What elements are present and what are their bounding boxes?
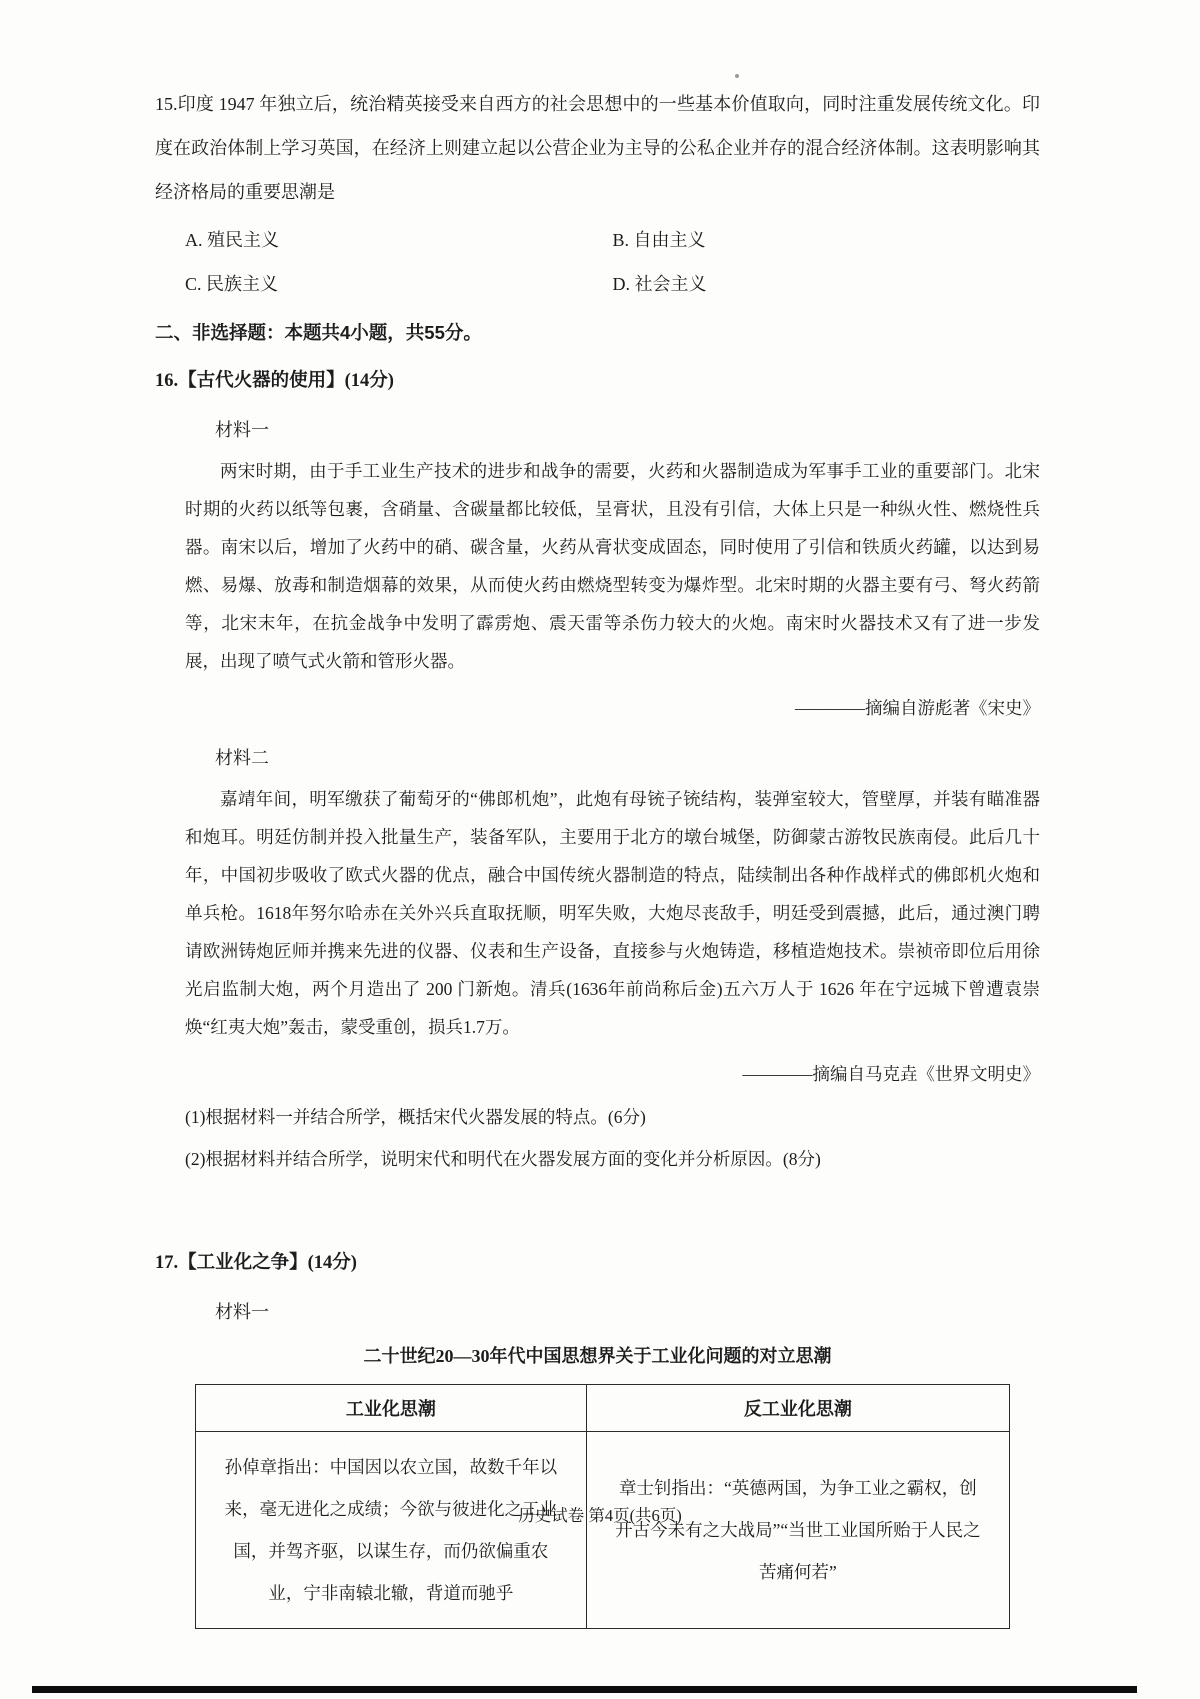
- q15-option-d: D. 社会主义: [612, 274, 707, 294]
- question-15: [155, 82, 1040, 306]
- page-footer: 历史试卷 第4页(共6页): [518, 1506, 682, 1525]
- question-16: [155, 362, 1040, 1178]
- q17-title: 17.【工业化之争】(14分): [155, 1253, 357, 1273]
- section-2-heading: 二、非选择题：本题共4小题，共55分。: [155, 322, 482, 343]
- q15-option-c: C. 民族主义: [185, 274, 279, 294]
- q15-option-a: A. 殖民主义: [185, 230, 279, 250]
- q16-material-1-text: 两宋时期，由于手工业生产技术的进步和战争的需要，火药和火器制造成为军事手工业的重要部门。北宋时期的火药以纸等包裹，含硝量、含碳量都比较低，呈膏状，且没有引信，大体上只是一种纵火性、燃烧性兵器。南宋以后，增加了火药中的硝、碳含量，火药从膏状变成固态，同时使用了引信和铁质火药罐，以达到易燃、易爆、放毒和制造烟幕的效果，从而使火药由燃烧型转变为爆炸型。北宋时期的火器主要有弓、弩火药箭等，北宋末年，在抗金战争中发明了霹雳炮、震天雷等杀伤力较大的火炮。南宋时火器技术又有了进一步发展，出现了喷气式火箭和管形火器。: [185, 461, 1040, 671]
- table-row: [196, 1432, 1010, 1629]
- q15-options: [185, 218, 1040, 306]
- table-cell-pro-view: 孙倬章指出：中国因以农立国，故数千年以来，毫无进化之成绩；今欲与彼进化之工业国，并驾齐驱，以谋生存，而仍欲偏重农业，宁非南辕北辙，背道而驰乎: [196, 1432, 587, 1629]
- q16-material-2-source: ————摘编自马克垚《世界文明史》: [742, 1064, 1040, 1084]
- q16-material-2-text: 嘉靖年间，明军缴获了葡萄牙的“佛郎机炮”，此炮有母铳子铳结构，装弹室较大，管壁厚，并装有瞄准器和炮耳。明廷仿制并投入批量生产，装备军队，主要用于北方的墩台城堡，防御蒙古游牧民族南侵。此后几十年，中国初步吸收了欧式火器的优点，融合中国传统火器制造的特点，陆续制出各种作战样式的佛郎机火炮和单兵枪。1618年努尔哈赤在关外兴兵直取抚顺，明军失败，大炮尽丧敌手，明廷受到震撼，此后，通过澳门聘请欧洲铸炮匠师并携来先进的仪器、仪表和生产设备，直接参与火炮铸造，移植造炮技术。崇祯帝即位后用徐光启监制大炮，两个月造出了 200 门新炮。清兵(1636年前尚称后金)五六万人于 1626 年在宁远城下曾遭袁崇焕“红夷大炮”轰击，蒙受重创，损兵1.7万。: [185, 789, 1040, 1037]
- question-17: [155, 1244, 1040, 1629]
- q16-title: 16.【古代火器的使用】(14分): [155, 371, 394, 391]
- scan-speck: [735, 74, 739, 78]
- q17-material-1-label: 材料一: [215, 1302, 269, 1322]
- q15-stem: 15.印度 1947 年独立后，统治精英接受来自西方的社会思想中的一些基本价值取向，同时注重发展传统文化。印度在政治体制上学习英国，在经济上则建立起以公营企业为主导的公私企业并存的混合经济体制。这表明影响其经济格局的重要思潮是: [155, 94, 1040, 202]
- table-header-row: [196, 1385, 1010, 1432]
- q16-material-1-label: 材料一: [215, 420, 269, 440]
- page-content: [155, 82, 1040, 1629]
- q16-subquestion-2: (2)根据材料并结合所学，说明宋代和明代在火器发展方面的变化并分析原因。(8分): [185, 1149, 821, 1169]
- q15-option-b: B. 自由主义: [612, 230, 706, 250]
- q16-material-1-source: ————摘编自游彪著《宋史》: [795, 698, 1040, 718]
- q16-subquestion-1: (1)根据材料一并结合所学，概括宋代火器发展的特点。(6分): [185, 1107, 646, 1127]
- q16-material-2-label: 材料二: [215, 748, 269, 768]
- q17-table-title: 二十世纪20—30年代中国思想界关于工业化问题的对立思潮: [363, 1346, 832, 1366]
- table-cell-anti-view: 章士钊指出：“英德两国，为争工业之霸权，创开古今未有之大战局”“当世工业国所贻于人民之苦痛何若”: [586, 1432, 1009, 1629]
- scan-edge-artifact: [32, 1686, 1137, 1693]
- table-header-pro-industrialization: 工业化思潮: [196, 1385, 587, 1432]
- table-header-anti-industrialization: 反工业化思潮: [586, 1385, 1009, 1432]
